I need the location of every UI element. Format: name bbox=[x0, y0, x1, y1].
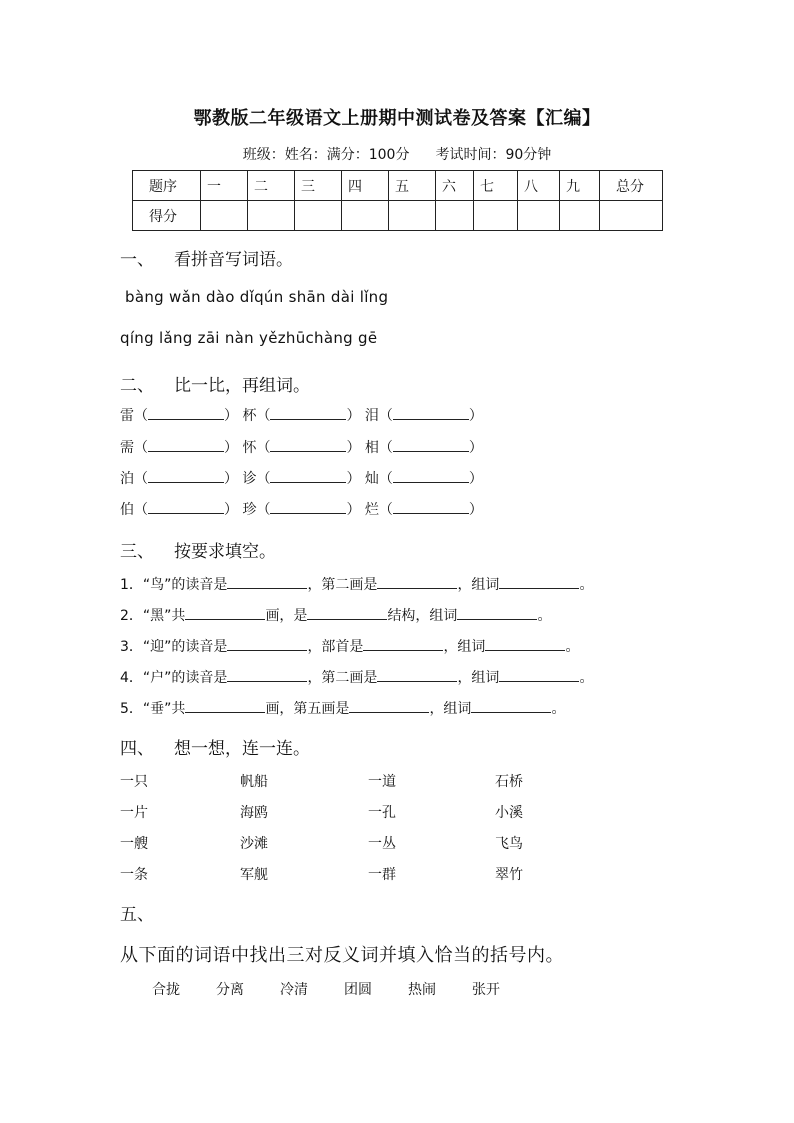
answer-blank[interactable] bbox=[485, 636, 565, 651]
answer-blank[interactable] bbox=[270, 499, 346, 514]
section-number: 四、 bbox=[120, 739, 154, 759]
compare-char: 诊 bbox=[242, 471, 257, 487]
answer-blank[interactable] bbox=[363, 636, 443, 651]
answer-blank[interactable] bbox=[148, 468, 224, 483]
match-word[interactable]: 一只 bbox=[120, 774, 148, 790]
match-word[interactable]: 一丛 bbox=[368, 836, 396, 852]
compare-item: 灿（ ） bbox=[365, 468, 483, 488]
table-header-cell: 五 bbox=[389, 171, 436, 201]
section-title: 比一比，再组词。 bbox=[174, 376, 310, 396]
compare-char: 泪 bbox=[364, 408, 379, 424]
fill-item: 2．“黑”共 画，是 结构，组词 。 bbox=[120, 605, 551, 625]
table-header-cell: 四 bbox=[342, 171, 389, 201]
antonym-word: 团圆 bbox=[344, 982, 372, 998]
score-cell[interactable] bbox=[389, 201, 436, 231]
match-word[interactable]: 军舰 bbox=[240, 867, 268, 883]
compare-item: 怀（ ） bbox=[242, 437, 360, 457]
answer-blank[interactable] bbox=[377, 667, 457, 682]
antonym-word: 热闹 bbox=[408, 982, 436, 998]
table-header-cell: 七 bbox=[474, 171, 518, 201]
score-table-header-row bbox=[133, 171, 663, 201]
section-3-heading bbox=[120, 537, 276, 562]
section-number: 二、 bbox=[120, 376, 154, 396]
page-title: 鄂教版二年级语文上册期中测试卷及答案【汇编】 bbox=[193, 108, 601, 129]
exam-info-time: 考试时间：90分钟 bbox=[435, 147, 552, 163]
table-header-cell: 题序 bbox=[133, 171, 201, 201]
compare-row bbox=[120, 499, 483, 519]
section-number: 三、 bbox=[120, 542, 154, 562]
score-cell[interactable] bbox=[436, 201, 474, 231]
match-word[interactable]: 一群 bbox=[368, 867, 396, 883]
score-cell[interactable] bbox=[474, 201, 518, 231]
answer-blank[interactable] bbox=[457, 605, 537, 620]
compare-row bbox=[120, 437, 483, 457]
exam-info-class-name-score: 班级：姓名：满分：100分 bbox=[242, 147, 410, 163]
compare-row bbox=[120, 405, 483, 425]
match-word[interactable]: 一条 bbox=[120, 867, 148, 883]
compare-item: 杯（ ） bbox=[242, 405, 360, 425]
fill-item: 4．“户”的读音是 ，第二画是 ，组词 。 bbox=[120, 667, 593, 687]
compare-char: 伯 bbox=[120, 502, 134, 518]
compare-char: 烂 bbox=[364, 502, 379, 518]
score-cell[interactable] bbox=[248, 201, 295, 231]
match-word[interactable]: 小溪 bbox=[495, 805, 523, 821]
answer-blank[interactable] bbox=[377, 574, 457, 589]
section-number: 一、 bbox=[120, 250, 154, 270]
section-title: 想一想，连一连。 bbox=[174, 739, 310, 759]
answer-blank[interactable] bbox=[349, 698, 429, 713]
table-header-cell: 三 bbox=[295, 171, 342, 201]
compare-item: 伯（ ） bbox=[120, 499, 238, 519]
compare-item: 烂（ ） bbox=[365, 499, 483, 519]
compare-row bbox=[120, 468, 483, 488]
answer-blank[interactable] bbox=[270, 468, 346, 483]
compare-char: 灿 bbox=[364, 471, 379, 487]
match-word[interactable]: 一片 bbox=[120, 805, 148, 821]
table-header-cell: 一 bbox=[201, 171, 248, 201]
score-table bbox=[132, 170, 663, 231]
table-header-cell: 二 bbox=[248, 171, 295, 201]
antonym-word: 张开 bbox=[472, 982, 500, 998]
table-header-cell: 九 bbox=[560, 171, 600, 201]
answer-blank[interactable] bbox=[148, 437, 224, 452]
pinyin-line-1: bàng wǎn dào dǐqún shān dài lǐng bbox=[125, 288, 389, 306]
pinyin-line-2: qíng lǎng zāi nàn yězhūchàng gē bbox=[120, 329, 378, 347]
match-word[interactable]: 飞鸟 bbox=[495, 836, 523, 852]
antonym-word: 合拢 bbox=[152, 982, 180, 998]
answer-blank[interactable] bbox=[185, 605, 265, 620]
compare-item: 相（ ） bbox=[365, 437, 483, 457]
answer-blank[interactable] bbox=[393, 499, 469, 514]
answer-blank[interactable] bbox=[227, 574, 307, 589]
score-cell[interactable] bbox=[342, 201, 389, 231]
answer-blank[interactable] bbox=[393, 437, 469, 452]
score-cell[interactable] bbox=[560, 201, 600, 231]
answer-blank[interactable] bbox=[227, 667, 307, 682]
section-title: 看拼音写词语。 bbox=[174, 250, 293, 270]
match-word[interactable]: 帆船 bbox=[240, 774, 268, 790]
section-4-heading bbox=[120, 734, 310, 759]
compare-item: 泪（ ） bbox=[365, 405, 483, 425]
section-5-instruction: 从下面的词语中找出三对反义词并填入恰当的括号内。 bbox=[120, 945, 564, 966]
score-cell[interactable] bbox=[600, 201, 663, 231]
section-2-heading bbox=[120, 371, 310, 396]
antonym-word: 冷清 bbox=[280, 982, 308, 998]
compare-char: 需 bbox=[120, 440, 134, 456]
compare-char: 怀 bbox=[242, 440, 257, 456]
answer-blank[interactable] bbox=[148, 405, 224, 420]
answer-blank[interactable] bbox=[393, 468, 469, 483]
match-word[interactable]: 翠竹 bbox=[495, 867, 523, 883]
answer-blank[interactable] bbox=[270, 437, 346, 452]
compare-item: 泊（ ） bbox=[120, 468, 238, 488]
compare-item: 雷（ ） bbox=[120, 405, 238, 425]
compare-char: 雷 bbox=[120, 408, 134, 424]
compare-item: 需（ ） bbox=[120, 437, 238, 457]
match-word[interactable]: 石桥 bbox=[495, 774, 523, 790]
match-word[interactable]: 沙滩 bbox=[240, 836, 268, 852]
fill-item: 3．“迎”的读音是 ，部首是 ，组词 。 bbox=[120, 636, 579, 656]
compare-char: 相 bbox=[364, 440, 379, 456]
match-word[interactable]: 一道 bbox=[368, 774, 396, 790]
compare-char: 杯 bbox=[242, 408, 257, 424]
match-word[interactable]: 一孔 bbox=[368, 805, 396, 821]
score-cell[interactable] bbox=[518, 201, 560, 231]
fill-item: 1．“鸟”的读音是 ，第二画是 ，组词 。 bbox=[120, 574, 593, 594]
fill-item: 5．“垂”共 画，第五画是 ，组词 。 bbox=[120, 698, 565, 718]
answer-blank[interactable] bbox=[148, 499, 224, 514]
answer-blank[interactable] bbox=[227, 636, 307, 651]
section-5-number: 五、 bbox=[120, 905, 154, 925]
answer-blank[interactable] bbox=[270, 405, 346, 420]
section-title: 按要求填空。 bbox=[174, 542, 276, 562]
compare-item: 珍（ ） bbox=[242, 499, 360, 519]
match-word[interactable]: 海鸥 bbox=[240, 805, 268, 821]
compare-item: 诊（ ） bbox=[242, 468, 360, 488]
answer-blank[interactable] bbox=[499, 667, 579, 682]
answer-blank[interactable] bbox=[471, 698, 551, 713]
table-header-cell: 总分 bbox=[600, 171, 663, 201]
score-row-label: 得分 bbox=[133, 201, 201, 231]
exam-info bbox=[0, 144, 794, 164]
compare-char: 珍 bbox=[242, 502, 257, 518]
match-word[interactable]: 一艘 bbox=[120, 836, 148, 852]
score-cell[interactable] bbox=[201, 201, 248, 231]
section-1-heading bbox=[120, 245, 293, 270]
compare-char: 泊 bbox=[120, 471, 134, 487]
antonym-word: 分离 bbox=[216, 982, 244, 998]
answer-blank[interactable] bbox=[499, 574, 579, 589]
score-table-score-row bbox=[133, 201, 663, 231]
score-cell[interactable] bbox=[295, 201, 342, 231]
answer-blank[interactable] bbox=[185, 698, 265, 713]
answer-blank[interactable] bbox=[307, 605, 387, 620]
table-header-cell: 六 bbox=[436, 171, 474, 201]
answer-blank[interactable] bbox=[393, 405, 469, 420]
table-header-cell: 八 bbox=[518, 171, 560, 201]
